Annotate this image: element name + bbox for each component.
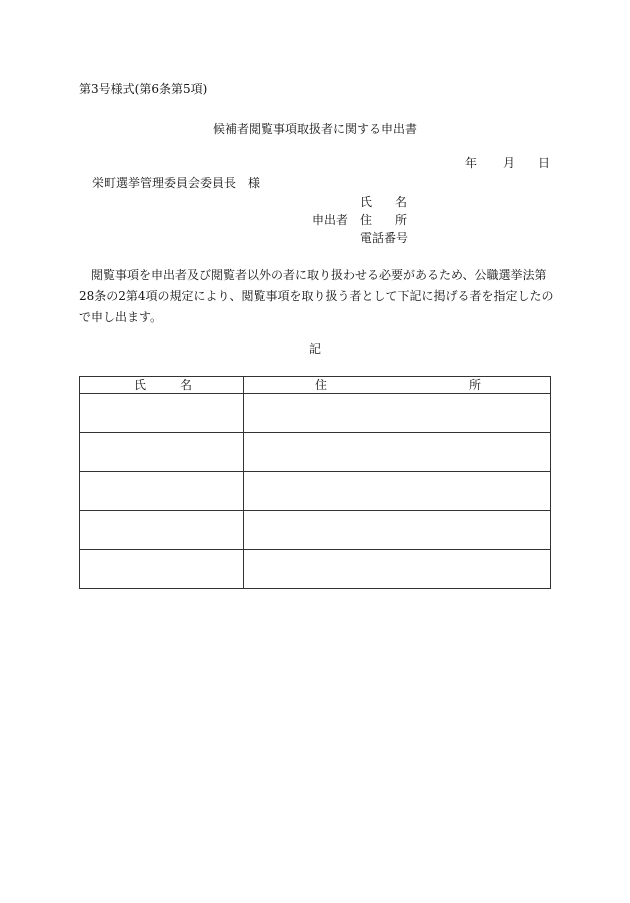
name-cell[interactable] — [80, 472, 244, 511]
column-header-name-1: 氏 — [134, 378, 147, 392]
table-row — [80, 394, 551, 433]
addressee: 栄町選挙管理委員会委員長 様 — [92, 176, 261, 190]
column-header-name — [80, 377, 244, 394]
address-cell[interactable] — [244, 472, 551, 511]
body-text: 閲覧事項を申出者及び閲覧者以外の者に取り扱わせる必要があるため、公職選挙法第28条の2第4項の規定により、閲覧事項を取り扱う者として下記に掲げる者を指定したので申し出ます。 — [79, 268, 554, 324]
applicant-label: 申出者 — [312, 213, 349, 227]
document-title: 候補者閲覧事項取扱者に関する申出書 — [212, 122, 417, 136]
address-cell[interactable] — [244, 511, 551, 550]
applicant-name-label-2: 名 — [395, 195, 408, 209]
date-day-label: 日 — [538, 156, 551, 170]
address-cell[interactable] — [244, 550, 551, 589]
table-header-row — [80, 377, 551, 394]
form-number: 第3号様式(第6条第5項) — [79, 82, 208, 96]
ki-heading: 記 — [308, 342, 321, 356]
applicant-address-label-1: 住 — [360, 213, 373, 227]
name-cell[interactable] — [80, 511, 244, 550]
designee-table — [79, 376, 551, 589]
column-header-address-2: 所 — [469, 378, 482, 392]
name-cell[interactable] — [80, 550, 244, 589]
applicant-address-label-2: 所 — [395, 213, 408, 227]
table-row — [80, 433, 551, 472]
address-cell[interactable] — [244, 394, 551, 433]
column-header-address — [244, 377, 551, 394]
column-header-address-1: 住 — [315, 378, 328, 392]
address-cell[interactable] — [244, 433, 551, 472]
table-row — [80, 511, 551, 550]
table-row — [80, 472, 551, 511]
date-line — [0, 156, 630, 170]
name-cell[interactable] — [80, 433, 244, 472]
date-month-label: 月 — [503, 156, 516, 170]
column-header-name-2: 名 — [180, 378, 193, 392]
table-row — [80, 550, 551, 589]
name-cell[interactable] — [80, 394, 244, 433]
applicant-phone-label: 電話番号 — [360, 231, 409, 245]
date-year-label: 年 — [465, 156, 478, 170]
applicant-name-label-1: 氏 — [360, 195, 373, 209]
